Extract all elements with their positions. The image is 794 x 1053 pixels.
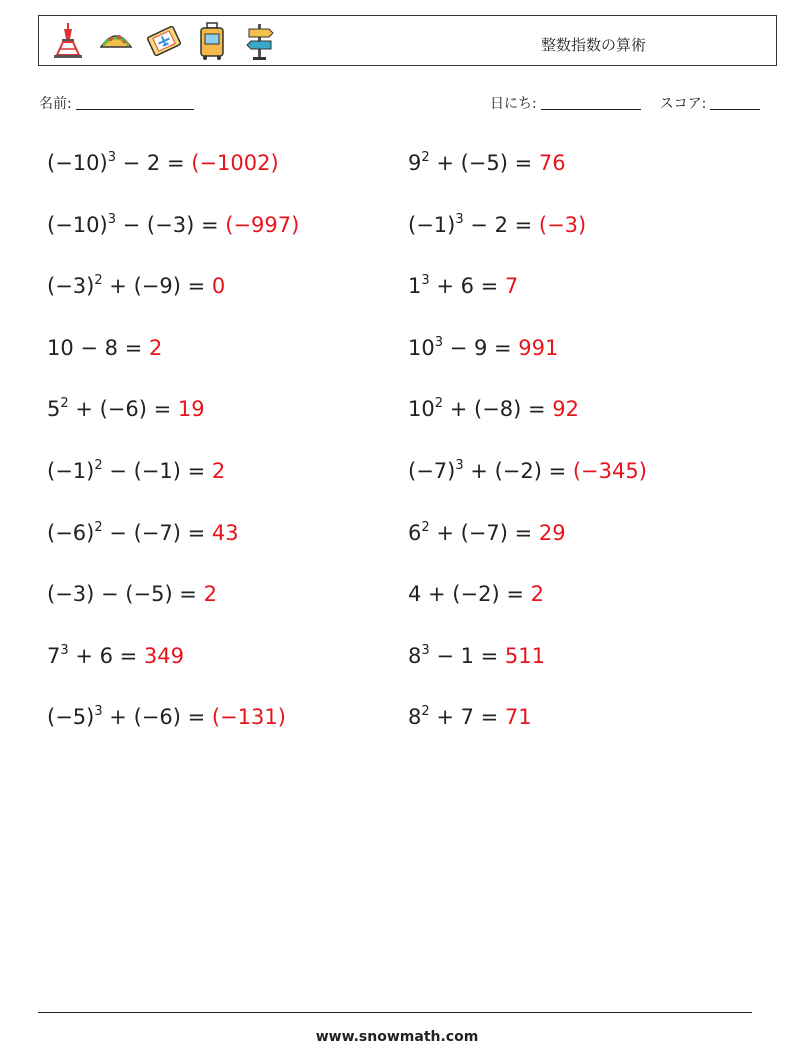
problem-expression: (−3) − (−5) = (47, 582, 197, 607)
problem-answer: (−131) (205, 705, 286, 730)
problem-item (47, 213, 299, 237)
problem-expression: $(-1)^2 - (-1)$ = (47, 458, 206, 483)
problem-item (47, 274, 225, 298)
problem-expression: $(-7)^3 + (-2)$ = (408, 458, 567, 483)
name-label: 名前: (39, 96, 72, 112)
problem-answer: 2 (196, 582, 217, 607)
problem-item (47, 336, 162, 360)
name-blank[interactable] (76, 95, 194, 110)
problem-answer: 349 (137, 643, 184, 668)
footer-site: www.snowmath.com (315, 1029, 479, 1045)
problem-answer: 76 (532, 151, 566, 175)
problem-answer: 43 (205, 520, 239, 545)
problem-answer: 19 (171, 397, 205, 422)
problem-expression: $(-10)^3 - 2$ = (47, 150, 185, 175)
problem-answer: 92 (545, 397, 579, 422)
score-label: スコア: (659, 96, 707, 112)
problem-expression: 4 + (−2) = (408, 582, 524, 607)
problem-answer: 7 (498, 274, 519, 299)
problem-item (408, 521, 566, 545)
suitcase-icon (193, 21, 231, 61)
problem-item (408, 644, 545, 668)
problem-item (47, 151, 279, 175)
problem-item (408, 151, 566, 175)
problem-item (408, 397, 579, 421)
taco-icon (97, 21, 135, 61)
problem-expression: $(-6)^2 - (-7)$ = (47, 519, 206, 545)
problem-item (47, 582, 217, 606)
worksheet-header (38, 15, 777, 66)
date-blank[interactable] (541, 95, 641, 110)
footer-divider (38, 1012, 752, 1013)
tower-icon (49, 21, 87, 61)
score-blank[interactable] (710, 95, 760, 110)
problem-answer: (−997) (218, 212, 300, 237)
problem-expression: $5^2 + (-6)$ = (47, 396, 172, 422)
problem-expression: $1^3 + 6$ = (408, 273, 499, 299)
problem-expression: $10^2 + (-8)$ = (408, 396, 546, 422)
problem-item (47, 705, 286, 729)
problem-answer: (−3) (532, 212, 587, 237)
problem-expression: $8^2 + 7$ = (408, 704, 499, 730)
problem-item (408, 336, 558, 360)
problem-item (408, 582, 544, 606)
problem-answer: 2 (523, 582, 544, 607)
date-score-fields (490, 93, 760, 113)
problem-expression: $8^3 - 1$ = (408, 642, 499, 668)
problem-expression: $(-10)^3 - (-3)$ = (47, 211, 219, 237)
problem-answer: (−345) (566, 459, 647, 483)
problem-expression: $6^2 + (-7)$ = (408, 519, 533, 545)
problem-answer: 0 (205, 274, 226, 299)
name-field (39, 93, 194, 113)
problem-item (408, 213, 586, 237)
problem-answer: 991 (511, 335, 559, 360)
problem-answer: (−1002) (184, 151, 279, 175)
problem-answer: 2 (142, 335, 163, 360)
problem-expression: $(-3)^2 + (-9)$ = (47, 273, 206, 299)
problem-answer: 71 (498, 705, 532, 730)
plane-ticket-icon (145, 21, 183, 61)
problem-answer: 2 (205, 459, 226, 483)
problem-answer: 29 (532, 520, 566, 545)
problem-expression: $9^2 + (-5)$ = (408, 150, 533, 175)
problem-item (408, 274, 518, 298)
problem-item (408, 705, 532, 729)
problem-item (47, 459, 225, 483)
problem-item (47, 397, 205, 421)
problem-expression: $10^3 - 9$ = (408, 334, 512, 360)
problem-expression: $(-1)^3 - 2$ = (408, 211, 533, 237)
problem-item (47, 521, 239, 545)
problem-expression: $(-5)^3 + (-6)$ = (47, 704, 206, 730)
problem-answer: 511 (498, 643, 545, 668)
problem-item (47, 644, 184, 668)
problem-expression: 10 − 8 = (47, 335, 143, 360)
problem-item (408, 459, 647, 483)
date-label: 日にち: (490, 96, 537, 112)
worksheet-title: 整数指数の算術 (540, 36, 646, 54)
problem-expression: $7^3 + 6$ = (47, 642, 138, 668)
header-icons (49, 21, 279, 61)
signpost-icon (241, 21, 279, 61)
